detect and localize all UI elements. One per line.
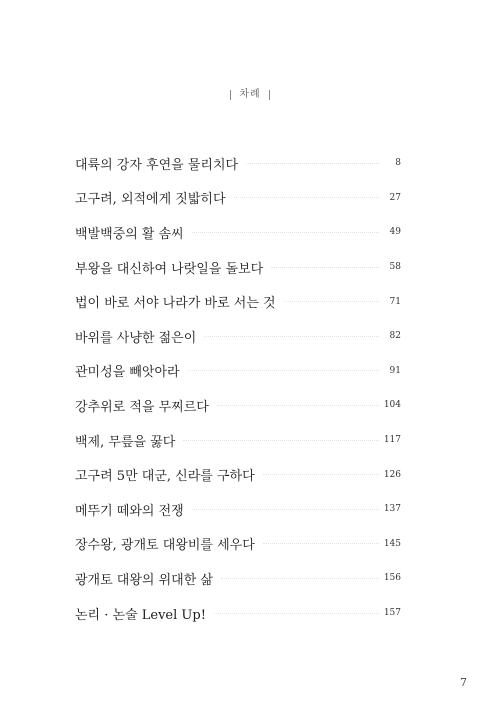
table-of-contents (75, 146, 401, 630)
toc-entry-title: 대륙의 강자 후연을 물리치다 (75, 154, 242, 173)
toc-entry-title: 백제, 무릎을 꿇다 (75, 431, 179, 450)
toc-entry-title: 관미성을 빼앗아라 (75, 361, 184, 380)
toc-entry[interactable] (75, 215, 401, 250)
toc-entry-page: 82 (389, 331, 401, 342)
toc-leader (188, 370, 379, 371)
toc-leader (263, 543, 379, 544)
toc-entry-page: 91 (389, 365, 401, 376)
toc-entry-title: 고구려 5만 대군, 신라를 구하다 (75, 465, 259, 484)
toc-entry-page: 49 (389, 227, 401, 238)
toc-entry[interactable] (75, 492, 401, 527)
toc-heading: 차례 (239, 89, 261, 100)
header-right-bar (269, 90, 270, 100)
toc-leader (204, 336, 379, 337)
toc-entry[interactable] (75, 423, 401, 458)
toc-leader (221, 578, 379, 579)
toc-entry[interactable] (75, 388, 401, 423)
toc-entry-page: 145 (383, 538, 401, 549)
toc-leader (246, 163, 379, 164)
toc-entry-title: 법이 바로 서야 나라가 바로 서는 것 (75, 292, 280, 311)
toc-entry[interactable] (75, 250, 401, 285)
toc-entry-title: 바위를 사냥한 젊은이 (75, 327, 200, 346)
toc-entry-title: 부왕을 대신하여 나랏일을 돌보다 (75, 258, 267, 277)
header-left-bar (230, 90, 231, 100)
toc-entry-title: 백발백중의 활 솜씨 (75, 223, 188, 242)
toc-entry-page: 126 (383, 469, 401, 480)
toc-leader (284, 301, 379, 302)
toc-leader (192, 232, 379, 233)
toc-entry-page: 27 (389, 192, 401, 203)
toc-entry-title: 논리 · 논술 Level Up! (75, 604, 210, 623)
toc-leader (263, 474, 379, 475)
toc-entry-page: 104 (383, 400, 401, 411)
toc-entry-page: 71 (389, 296, 401, 307)
toc-leader (192, 509, 379, 510)
toc-leader (234, 197, 379, 198)
toc-entry-title: 장수왕, 광개토 대왕비를 세우다 (75, 534, 259, 553)
toc-entry-page: 117 (383, 435, 401, 446)
toc-entry[interactable] (75, 561, 401, 596)
toc-entry-page: 157 (383, 608, 401, 619)
toc-header (0, 85, 500, 100)
toc-entry[interactable] (75, 354, 401, 389)
toc-entry-page: 58 (389, 262, 401, 273)
toc-entry[interactable] (75, 284, 401, 319)
toc-leader (183, 440, 379, 441)
toc-leader (217, 405, 379, 406)
toc-entry-title: 강추위로 적을 무찌르다 (75, 396, 213, 415)
toc-entry[interactable] (75, 181, 401, 216)
toc-entry[interactable] (75, 146, 401, 181)
toc-entry-page: 8 (395, 158, 401, 169)
toc-entry-page: 156 (383, 573, 401, 584)
toc-entry-title: 메뚜기 떼와의 전쟁 (75, 500, 188, 519)
toc-entry[interactable] (75, 527, 401, 562)
toc-entry-title: 광개토 대왕의 위대한 삶 (75, 569, 217, 588)
page-number: 7 (460, 676, 467, 689)
toc-entry-title: 고구려, 외적에게 짓밟히다 (75, 188, 230, 207)
toc-entry[interactable] (75, 457, 401, 492)
toc-entry-page: 137 (383, 504, 401, 515)
toc-entry[interactable] (75, 319, 401, 354)
toc-leader (271, 267, 379, 268)
toc-entry[interactable] (75, 596, 401, 631)
toc-leader (214, 613, 379, 614)
